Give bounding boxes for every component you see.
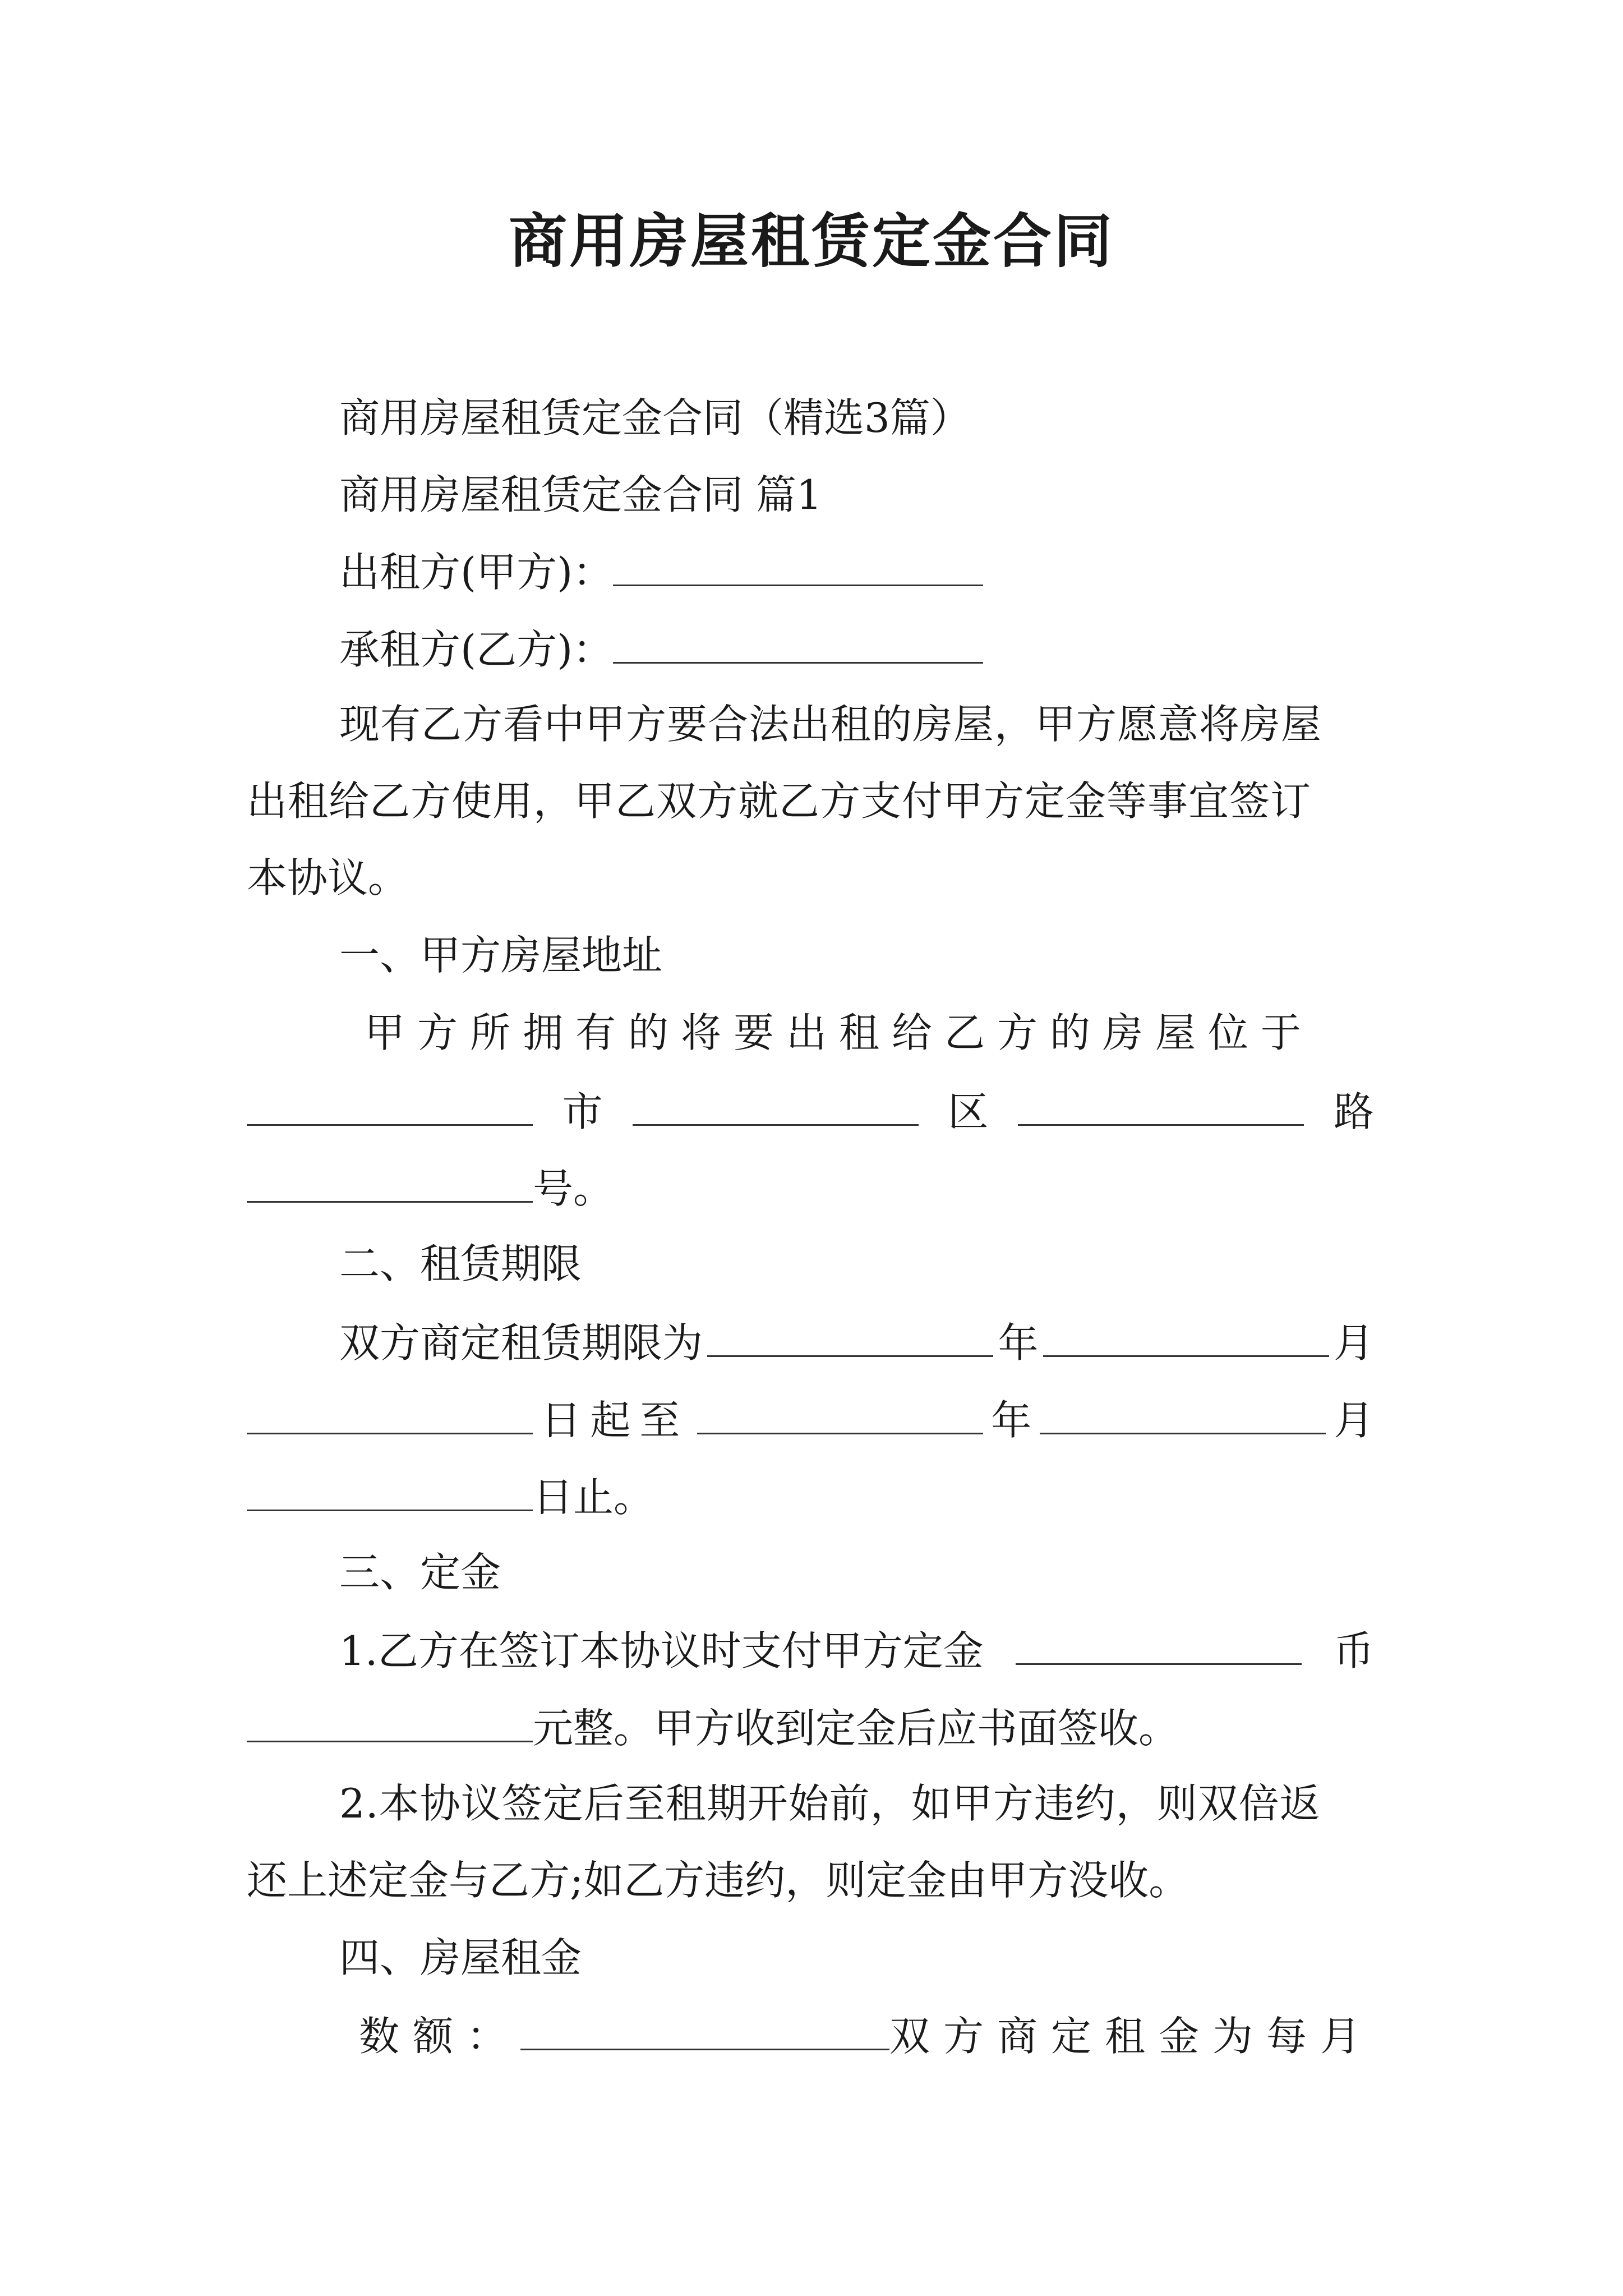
road-label: 路 [1333,1088,1374,1135]
s2-month2: 月 [1333,1397,1374,1444]
deposit-blank [1016,1618,1302,1665]
s2-year: 年 [998,1319,1039,1366]
city-blank [247,1079,533,1126]
number-blank [247,1156,533,1203]
s1-heading: 一、甲方房屋地址 [339,932,663,979]
end-day-blank [247,1465,533,1511]
lessee-line [339,617,1374,680]
s2-year2: 年 [991,1397,1032,1444]
start-month-blank [1043,1310,1329,1357]
s2-line-3 [247,1465,1374,1528]
s4-amount-line [359,2004,1374,2067]
s3-item1-line-2 [247,1696,1374,1759]
s2-month: 月 [1333,1319,1374,1366]
s3-item2-line-1: 2.本协议签定后至租期开始前，如甲方违约，则双倍返 [339,1780,1321,1827]
s1-number-line [247,1156,1374,1220]
end-month-blank [1040,1388,1326,1434]
s4-amount-text: 双方商定租金为每月 [889,2013,1374,2060]
lessor-line [339,540,1374,603]
s2-line-2 [247,1388,1374,1451]
lessor-blank [613,540,983,586]
section-heading: 商用房屋租赁定金合同 篇1 [339,471,822,518]
start-year-blank [707,1310,993,1357]
s3-item1-end: 元整。甲方收到定金后应书面签收。 [533,1705,1179,1752]
s2-from-day: 日起至 [541,1397,689,1444]
lessor-label: 出租方(甲方)： [339,549,614,596]
s3-item1-currency: 币 [1333,1627,1374,1674]
deposit-amount-blank [247,1696,533,1742]
end-year-blank [697,1388,983,1434]
s2-end: 日止。 [533,1474,654,1521]
s3-item2-line-2: 还上述定金与乙方;如乙方违约，则定金由甲方没收。 [247,1857,1189,1904]
s2-heading: 二、租赁期限 [339,1240,582,1287]
intro-line-2: 出租给乙方使用，甲乙双方就乙方支付甲方定金等事宜签订 [247,777,1312,825]
s3-item1-line-1 [339,1618,1374,1682]
intro-line-1: 现有乙方看中甲方要合法出租的房屋，甲方愿意将房屋 [339,701,1322,748]
s2-line-1 [339,1310,1374,1374]
start-day-blank [247,1388,533,1434]
subtitle: 商用房屋租赁定金合同（精选3篇） [339,394,971,441]
s1-address-line [247,1079,1374,1143]
document-title: 商用房屋租赁定金合同 [508,206,1114,275]
rent-amount-blank [520,2004,889,2050]
s2-prefix: 双方商定租赁期限为 [339,1319,703,1366]
s4-amount-label: 数额： [359,2013,521,2060]
lessee-blank [613,617,983,664]
s4-heading: 四、房屋租金 [339,1934,582,1981]
lessee-label: 承租方(乙方)： [339,626,614,673]
s3-heading: 三、定金 [339,1549,501,1596]
s1-line-1: 甲方所拥有的将要出租给乙方的房屋位于 [365,1009,1314,1056]
district-label: 区 [948,1088,989,1135]
city-label: 市 [562,1088,603,1135]
s3-item1-prefix: 1.乙方在签订本协议时支付甲方定金 [339,1627,984,1674]
number-label: 号。 [533,1165,614,1212]
road-blank [1018,1079,1304,1126]
district-blank [633,1079,919,1126]
intro-line-3: 本协议。 [247,854,409,901]
